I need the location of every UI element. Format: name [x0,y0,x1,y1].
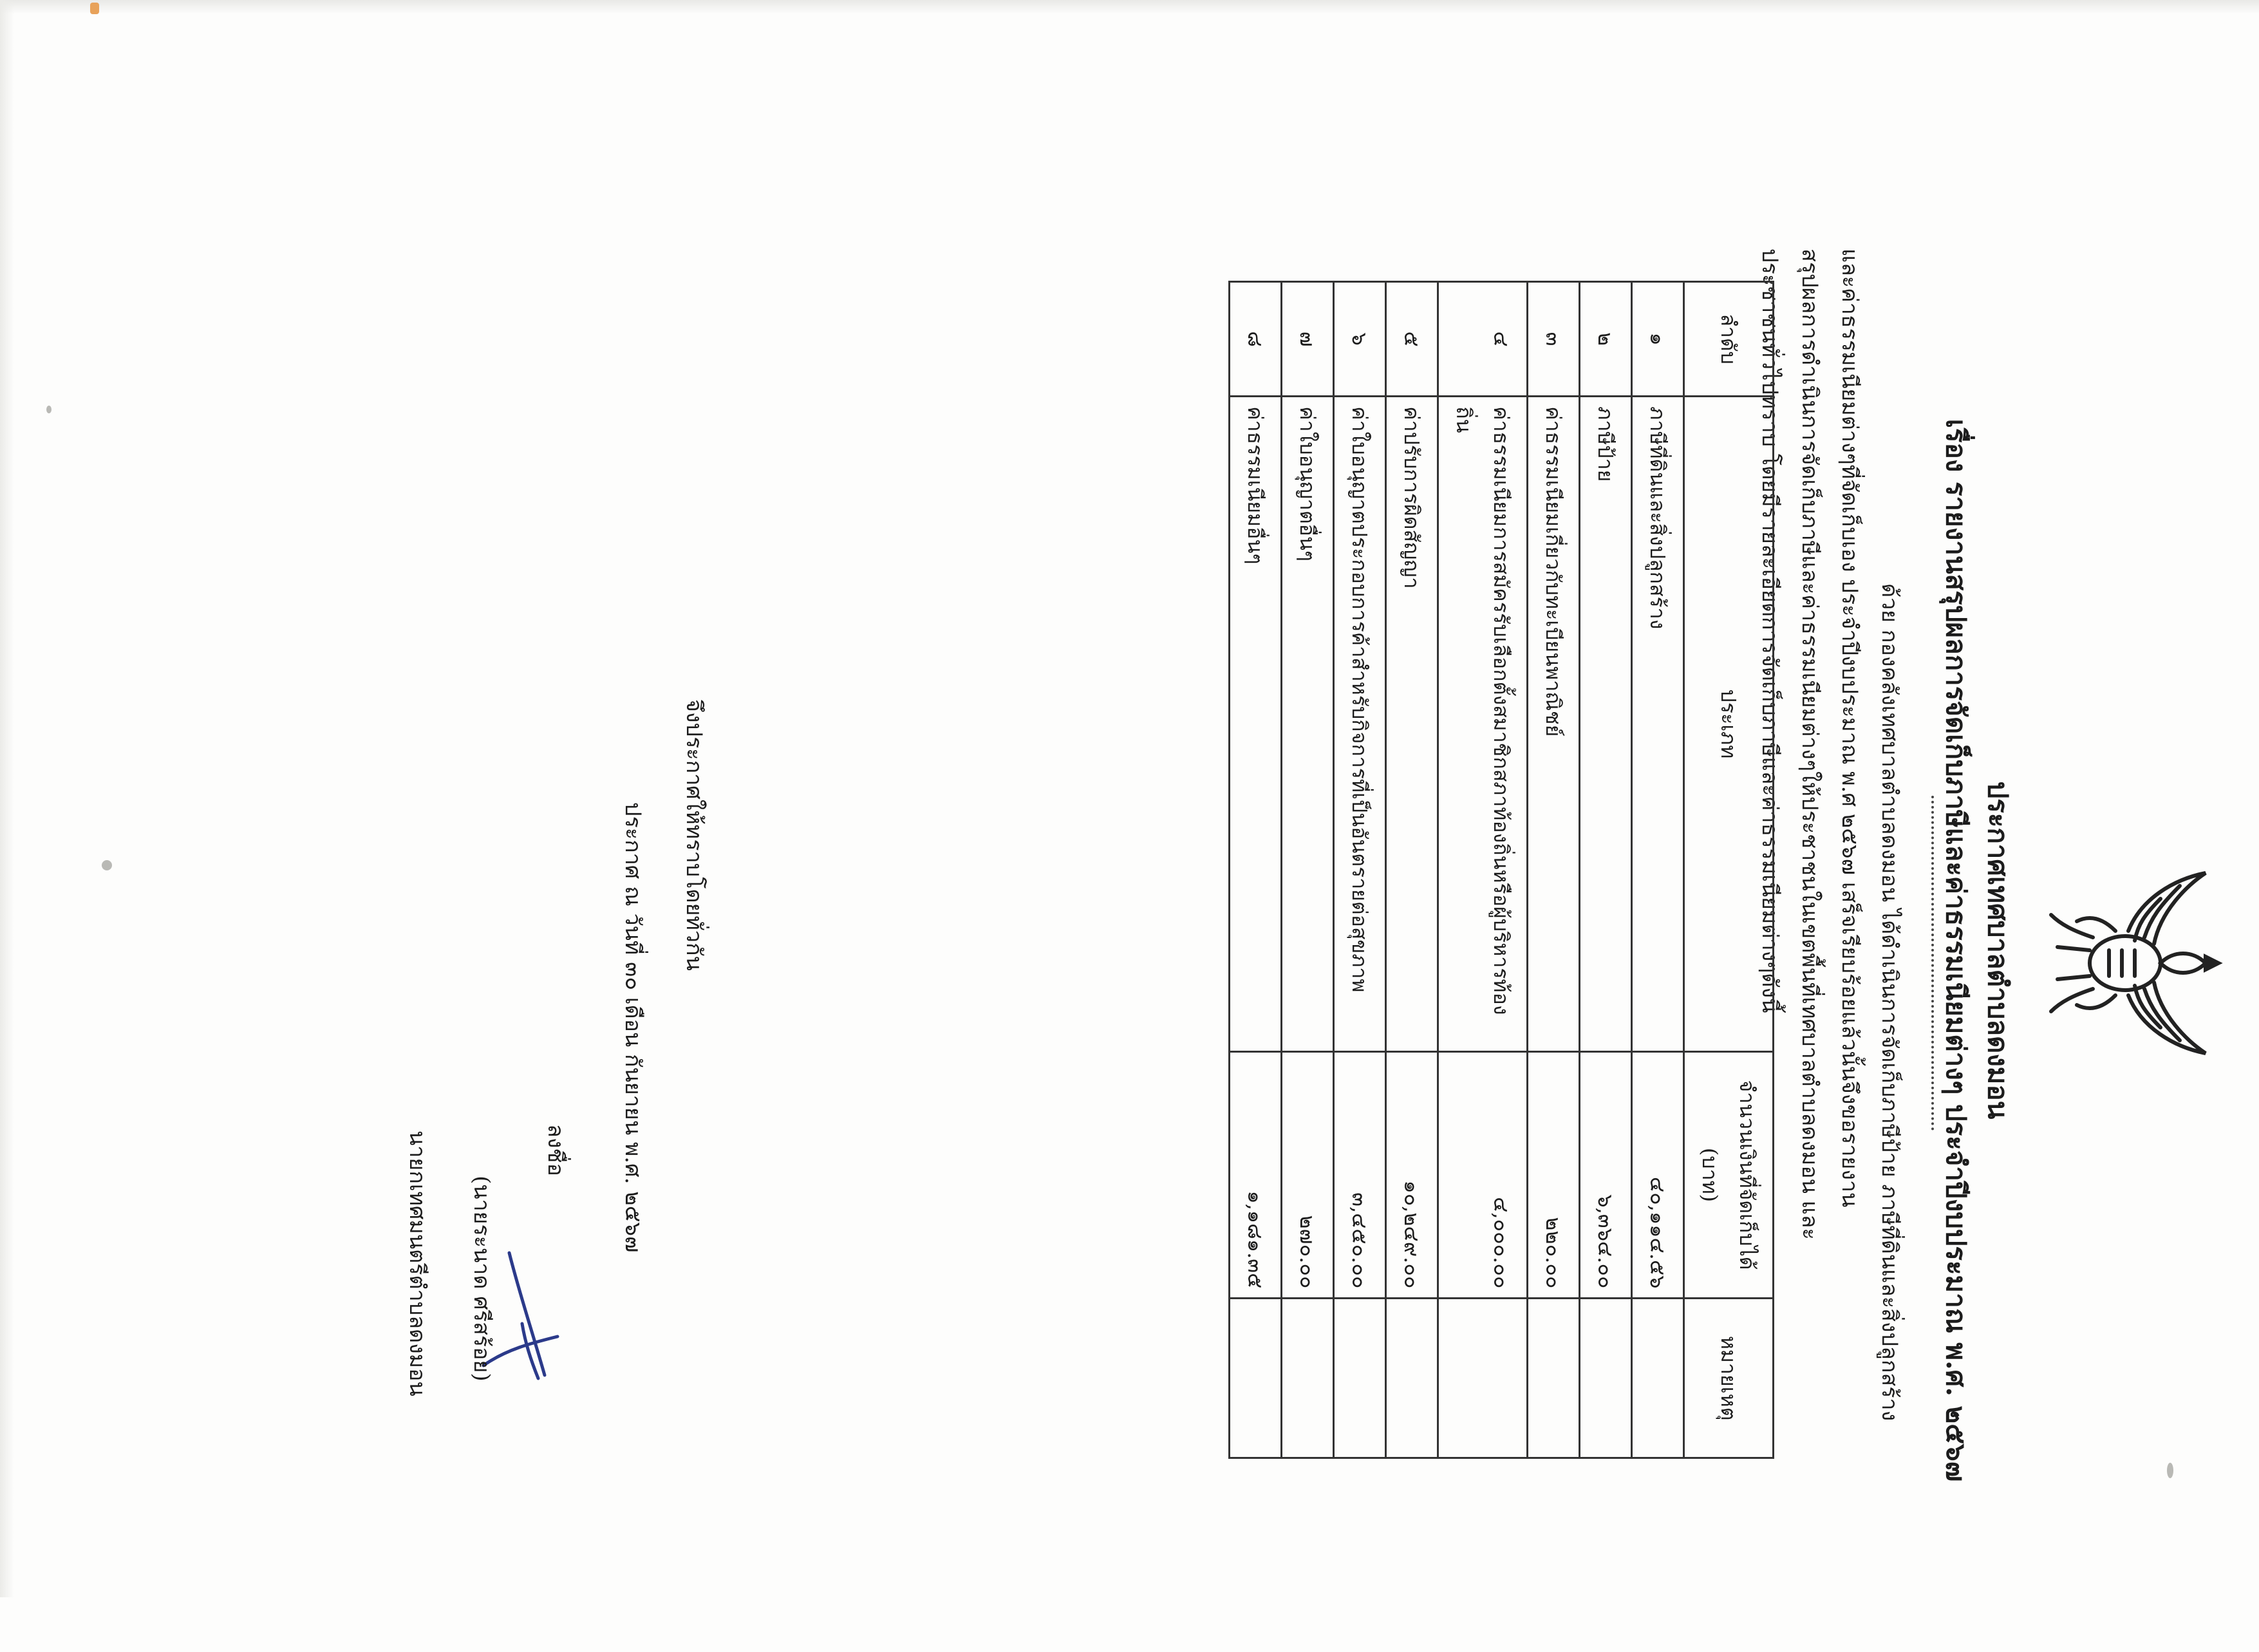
table-row [1386,282,1438,1458]
closing-statement: จึงประกาศให้ทราบโดยทั่วกัน [681,699,707,971]
body-line: และค่าธรรมเนียมต่างๆที่จัดเก็บเอง ประจำปีงบประมาณ พ.ศ ๒๕๖๗ เสร็จเรียบร้อยแล้วนั้นจึงขอรายงาน [1837,249,1862,1208]
header-amount-line1: จำนวนเงินที่จัดเก็บได้ [1735,1080,1759,1270]
cell-no: ๖ [1334,282,1386,397]
cell-no: ๕ [1386,282,1438,397]
cell-no: ๔ [1438,282,1528,397]
cell-amount: ๓,๔๕๐.๐๐ [1334,1051,1386,1299]
cell-no: ๒ [1580,282,1632,397]
announcement-title: ประกาศเทศบาลตำบลดงมอน [1982,781,2014,1120]
cell-note [1632,1299,1684,1458]
cell-no: ๘ [1230,282,1282,397]
header-amount-line2: (บาท) [1698,1147,1722,1203]
cell-amount: ๔,๐๐๐.๐๐ [1438,1051,1528,1299]
table-row [1580,282,1632,1458]
cell-note [1438,1299,1528,1458]
collection-table [1228,281,1774,1459]
cell-note [1282,1299,1334,1458]
signature-label: ลงชื่อ [543,1124,568,1176]
cell-note [1580,1299,1632,1458]
cell-type: ค่าใบอนุญาตอื่นๆ [1282,397,1334,1051]
cell-no: ๓ [1528,282,1580,397]
table-row [1528,282,1580,1458]
scan-edge-top [0,0,2259,14]
cell-type: ค่าธรรมเนียมเกี่ยวกับทะเบียนพาณิชย์ [1528,397,1580,1051]
dotted-divider [1931,796,1934,1131]
cell-note [1528,1299,1580,1458]
cell-amount: ๑,๑๘๑.๓๕ [1230,1051,1282,1299]
body-line: สรุปผลการดำเนินการจัดเก็บภาษีและค่าธรรมเนียมต่างๆให้ประชาชนในเขตพื้นที่เทศบาลตำบลดงมอน และ [1797,249,1823,1240]
cell-no: ๗ [1282,282,1334,397]
scan-edge-left [0,0,14,1597]
header-amount [1684,1051,1774,1299]
cell-note [1386,1299,1438,1458]
table-row [1334,282,1386,1458]
header-type: ประเภท [1684,397,1774,1051]
body-line: ประชาชนทั่วไปทราบ โดยมีรายละเอียดการจัดเก็บภาษีและค่าธรรมเนียมต่างๆดังนี้ [1757,249,1783,1013]
cell-type: ภาษีป้าย [1580,397,1632,1051]
cell-no: ๑ [1632,282,1684,397]
cell-type: ภาษีที่ดินและสิ่งปลูกสร้าง [1632,397,1684,1051]
signer-name: (นายระนาด ศรีสร้อย) [469,1176,494,1382]
header-no: ลำดับ [1684,282,1774,397]
cell-type: ค่าปรับการผิดสัญญา [1386,397,1438,1051]
cell-amount: ๑๐,๒๔๙.๐๐ [1386,1051,1438,1299]
cell-type: ค่าธรรมเนียมการสมัครรับเลือกตั้งสมาชิกสภาท้องถิ่นหรือผู้บริหารท้องถิ่น [1438,397,1528,1051]
signer-position: นายกเทศมนตรีตำบลดงมอน [404,1131,430,1396]
cell-amount: ๖,๓๖๔.๐๐ [1580,1051,1632,1299]
header-note: หมายเหตุ [1684,1299,1774,1458]
table-row [1230,282,1282,1458]
body-line: ด้วย กองคลังเทศบาลตำบลดงมอน ได้ดำเนินการจัดเก็บภาษีป้าย ภาษีที่ดินและสิ่งปลูกสร้าง [1877,583,1902,1422]
scan-mark [90,3,99,14]
table-header-row [1684,282,1774,1458]
table-row [1632,282,1684,1458]
cell-type: ค่าธรรมเนียมอื่นๆ [1230,397,1282,1051]
table-row [1438,282,1528,1458]
cell-amount: ๒๗๐.๐๐ [1282,1051,1334,1299]
cell-amount: ๒๒๐.๐๐ [1528,1051,1580,1299]
cell-type: ค่าใบอนุญาตประกอบการค้าสำหรับกิจการที่เป็นอันตรายต่อสุขภาพ [1334,397,1386,1051]
cell-note [1230,1299,1282,1458]
cell-amount: ๔๐,๑๑๔.๕๖ [1632,1051,1684,1299]
announcement-subject: เรื่อง รายงานสรุปผลการจัดเก็บภาษีและค่าธรรมเนียมต่างๆ ประจำปีงบประมาณ พ.ศ. ๒๕๖๗ [1940,418,1972,1482]
speck [46,406,52,413]
cell-note [1334,1299,1386,1458]
announcement-date: ประกาศ ณ วันที่ ๓๐ เดือน กันยายน พ.ศ. ๒๕๖๗ [620,802,646,1253]
table-row [1282,282,1334,1458]
speck [102,860,112,870]
garuda-emblem-icon [2038,860,2231,1066]
announcement-document [326,249,2231,1652]
